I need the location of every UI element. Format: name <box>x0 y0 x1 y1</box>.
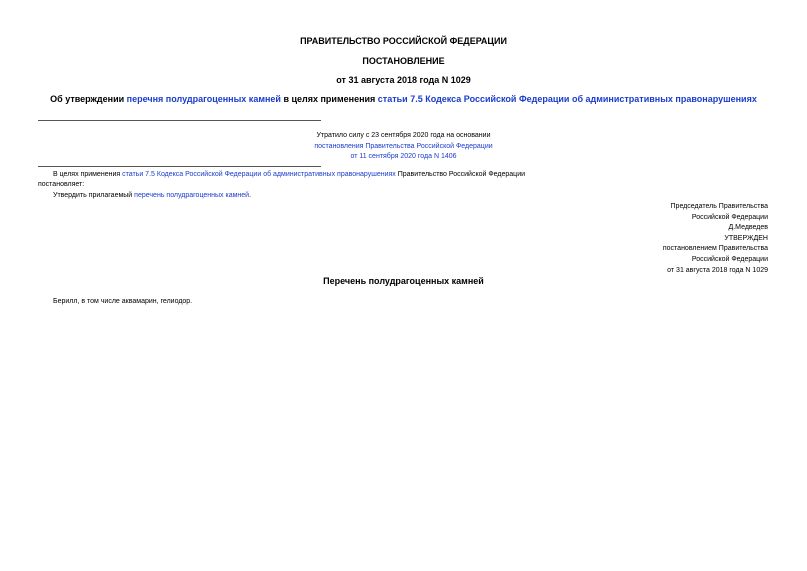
signature-org: Российской Федерации <box>691 213 768 221</box>
status-note-link-decree[interactable]: постановления Правительства Российской Федерации <box>314 143 493 150</box>
document-title <box>0 94 807 105</box>
p2-text-2: . <box>249 192 252 199</box>
p2-link-list[interactable]: перечень полудрагоценных камней <box>134 192 250 199</box>
paragraph-2 <box>38 191 558 201</box>
approval-date: от 31 августа 2018 года N 1029 <box>667 266 768 274</box>
approval-by: постановлением Правительства <box>662 245 768 253</box>
signature-block <box>568 202 768 276</box>
p2-text-1: Утвердить прилагаемый <box>53 192 135 199</box>
p1-text-2: Правительство Российской Федерации <box>395 171 526 178</box>
title-text-2: в целях применения <box>280 94 378 104</box>
status-note-link-date[interactable]: от 11 сентября 2020 года N 1406 <box>350 153 457 160</box>
title-link-code-article[interactable]: статьи 7.5 Кодекса Российской Федерации об административных правонарушениях <box>377 94 757 104</box>
signature-position: Председатель Правительства <box>670 203 768 210</box>
title-text-1: Об утверждении <box>50 94 127 104</box>
approval-org: Российской Федерации <box>691 255 768 263</box>
document-date-number: от 31 августа 2018 года N 1029 <box>336 75 471 85</box>
top-divider <box>38 120 321 121</box>
title-link-list[interactable]: перечня полудрагоценных камней <box>126 94 281 104</box>
government-heading: ПРАВИТЕЛЬСТВО РОССИЙСКОЙ ФЕДЕРАЦИИ <box>300 36 507 46</box>
approval-stamp: УТВЕРЖДЕН <box>724 234 768 242</box>
p1-link-code-article[interactable]: статьи 7.5 Кодекса Российской Федерации об административных правонарушениях <box>122 171 396 178</box>
bottom-divider <box>38 166 321 167</box>
document-type-heading: ПОСТАНОВЛЕНИЕ <box>362 56 445 66</box>
signature-name: Д.Медведев <box>728 224 768 232</box>
p1-text-1: В целях применения <box>53 171 123 178</box>
list-item: Берилл, в том числе аквамарин, гелиодор. <box>53 298 193 305</box>
paragraph-1-line2: постановляет: <box>38 181 85 188</box>
paragraph-1 <box>38 170 558 180</box>
list-title: Перечень полудрагоценных камней <box>323 276 484 286</box>
status-note-line1: Утратило силу с 23 сентября 2020 года на основании <box>316 132 491 139</box>
